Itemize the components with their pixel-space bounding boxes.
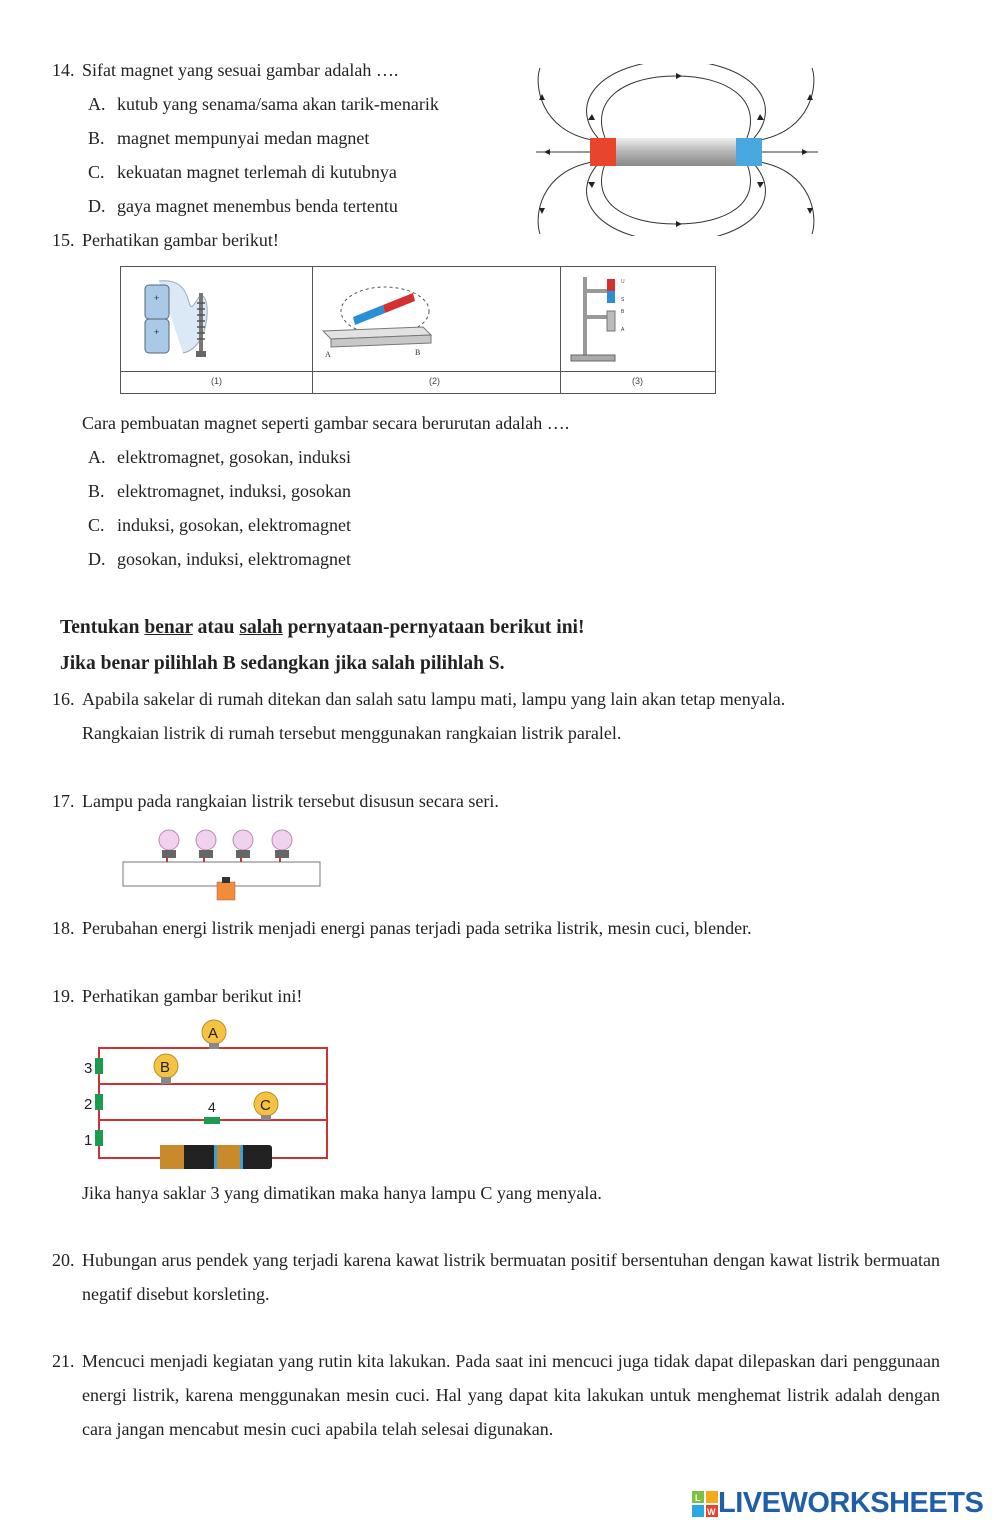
caption-row	[121, 371, 715, 394]
label-a: A	[325, 350, 331, 359]
question-number: 19.	[52, 986, 75, 1006]
question-text: Perhatikan gambar berikut!	[82, 230, 279, 250]
option-text[interactable]: gosokan, induksi, elektromagnet	[117, 549, 351, 569]
option-text[interactable]: kutub yang senama/sama akan tarik-menarik	[117, 94, 439, 114]
bulb-label-c: C	[260, 1097, 271, 1114]
instruction-benar: benar	[144, 617, 193, 638]
battery-icon	[160, 1145, 272, 1169]
magnet-field-figure	[530, 64, 822, 236]
electromagnet-image	[121, 267, 311, 371]
question-text: Lampu pada rangkaian listrik tersebut disusun secara seri.	[82, 791, 499, 811]
liveworksheets-logo[interactable]	[692, 1487, 983, 1520]
svg-text:A: A	[621, 327, 625, 333]
parallel-circuit-figure	[80, 1016, 332, 1172]
bulb-icon	[196, 830, 216, 862]
question-number: 16.	[52, 689, 75, 709]
question-text: Perhatikan gambar berikut ini!	[82, 986, 303, 1006]
option-text[interactable]: kekuatan magnet terlemah di kutubnya	[117, 162, 397, 182]
question-number: 17.	[52, 791, 75, 811]
option-letter: D.	[88, 196, 106, 216]
battery-icon	[217, 882, 235, 900]
question-text: Hubungan arus pendek yang terjadi karena kawat listrik bermuatan positif bersentuhan dengan kawat listrik bermuatan negatif disebut korsleting.	[82, 1250, 940, 1304]
logo-text: LIVEWORKSHEETS	[718, 1487, 984, 1519]
instruction-suffix: pernyataan-pernyataan berikut ini!	[282, 617, 585, 638]
option-letter: C.	[88, 515, 105, 535]
question-number: 20.	[52, 1250, 75, 1270]
switch-label-2: 2	[84, 1096, 93, 1113]
svg-text:+: +	[154, 327, 160, 337]
option-text[interactable]: elektromagnet, induksi, gosokan	[117, 481, 351, 501]
switch-label-4: 4	[208, 1099, 216, 1115]
instruction-prefix: Tentukan	[60, 617, 145, 638]
option-letter: D.	[88, 549, 106, 569]
question-number: 15.	[52, 230, 75, 250]
logo-icon-letter-l: L	[695, 1492, 701, 1503]
figure-cell-induction	[561, 267, 715, 371]
instruction-salah: salah	[239, 617, 283, 638]
option-letter: A.	[88, 94, 106, 114]
option-letter: C.	[88, 162, 105, 182]
logo-icon-letter-w: W	[707, 1506, 716, 1517]
magnet-methods-figure	[120, 266, 716, 394]
bulb-icon	[159, 830, 179, 862]
switch-label-1: 1	[84, 1132, 93, 1149]
instruction-line-2: Jika benar pilihlah B sedangkan jika salah pilihlah S.	[60, 653, 505, 674]
bulb-icon	[233, 830, 253, 862]
question-text-line-2: Rangkaian listrik di rumah tersebut menggunakan rangkaian listrik paralel.	[82, 723, 622, 743]
question-prompt: Cara pembuatan magnet seperti gambar secara berurutan adalah ….	[82, 413, 570, 433]
question-text: Mencuci menjadi kegiatan yang rutin kita lakukan. Pada saat ini mencuci juga tidak dapat dilepaskan dari penggunaan energi listrik, karena menggunakan mesin cuci. Hal yang dapat kita lakukan untuk menghemat listrik adalah dengan cara jangan mencabut mesin cuci apabila telah selesai digunakan.	[82, 1351, 940, 1439]
figure-cell-electromagnet	[121, 267, 313, 371]
question-number: 21.	[52, 1351, 75, 1371]
option-text[interactable]: magnet mempunyai medan magnet	[117, 128, 370, 148]
question-number: 14.	[52, 60, 75, 80]
label-s: S	[621, 297, 625, 303]
option-letter: B.	[88, 481, 105, 501]
caption-3: (3)	[632, 376, 643, 386]
switch-4	[204, 1117, 220, 1124]
question-statement: Jika hanya saklar 3 yang dimatikan maka hanya lampu C yang menyala.	[82, 1183, 602, 1203]
label-u: U	[621, 279, 625, 285]
series-bulbs-figure	[122, 826, 322, 902]
bulb-b	[154, 1054, 178, 1084]
caption-2: (2)	[429, 376, 440, 386]
option-text[interactable]: induksi, gosokan, elektromagnet	[117, 515, 351, 535]
svg-text:+: +	[154, 293, 160, 303]
svg-text:B: B	[621, 309, 625, 315]
question-text: Sifat magnet yang sesuai gambar adalah ….	[82, 60, 399, 80]
rubbing-image	[313, 267, 559, 371]
bulb-a	[202, 1020, 226, 1049]
option-letter: A.	[88, 447, 106, 467]
figure-cell-rubbing	[313, 267, 561, 371]
logo-icon	[692, 1491, 718, 1517]
switch-label-3: 3	[84, 1060, 93, 1077]
question-text: Perubahan energi listrik menjadi energi panas terjadi pada setrika listrik, mesin cuci, blender.	[82, 918, 752, 938]
instruction-mid: atau	[192, 617, 240, 638]
bulb-c	[254, 1092, 278, 1120]
option-text[interactable]: elektromagnet, gosokan, induksi	[117, 447, 351, 467]
switch-1	[95, 1130, 103, 1146]
switch-3	[95, 1058, 103, 1074]
option-letter: B.	[88, 128, 105, 148]
instruction-line-1	[60, 617, 584, 639]
option-text[interactable]: gaya magnet menembus benda tertentu	[117, 196, 398, 216]
caption-1: (1)	[211, 376, 222, 386]
question-number: 18.	[52, 918, 75, 938]
question-text-line-1: Apabila sakelar di rumah ditekan dan salah satu lampu mati, lampu yang lain akan tetap menyala.	[82, 689, 786, 709]
bulb-label-a: A	[208, 1025, 219, 1042]
bulb-icon	[272, 830, 292, 862]
bulb-label-b: B	[160, 1059, 171, 1076]
induction-image	[561, 267, 715, 371]
switch-2	[95, 1094, 103, 1110]
label-b: B	[415, 348, 421, 357]
